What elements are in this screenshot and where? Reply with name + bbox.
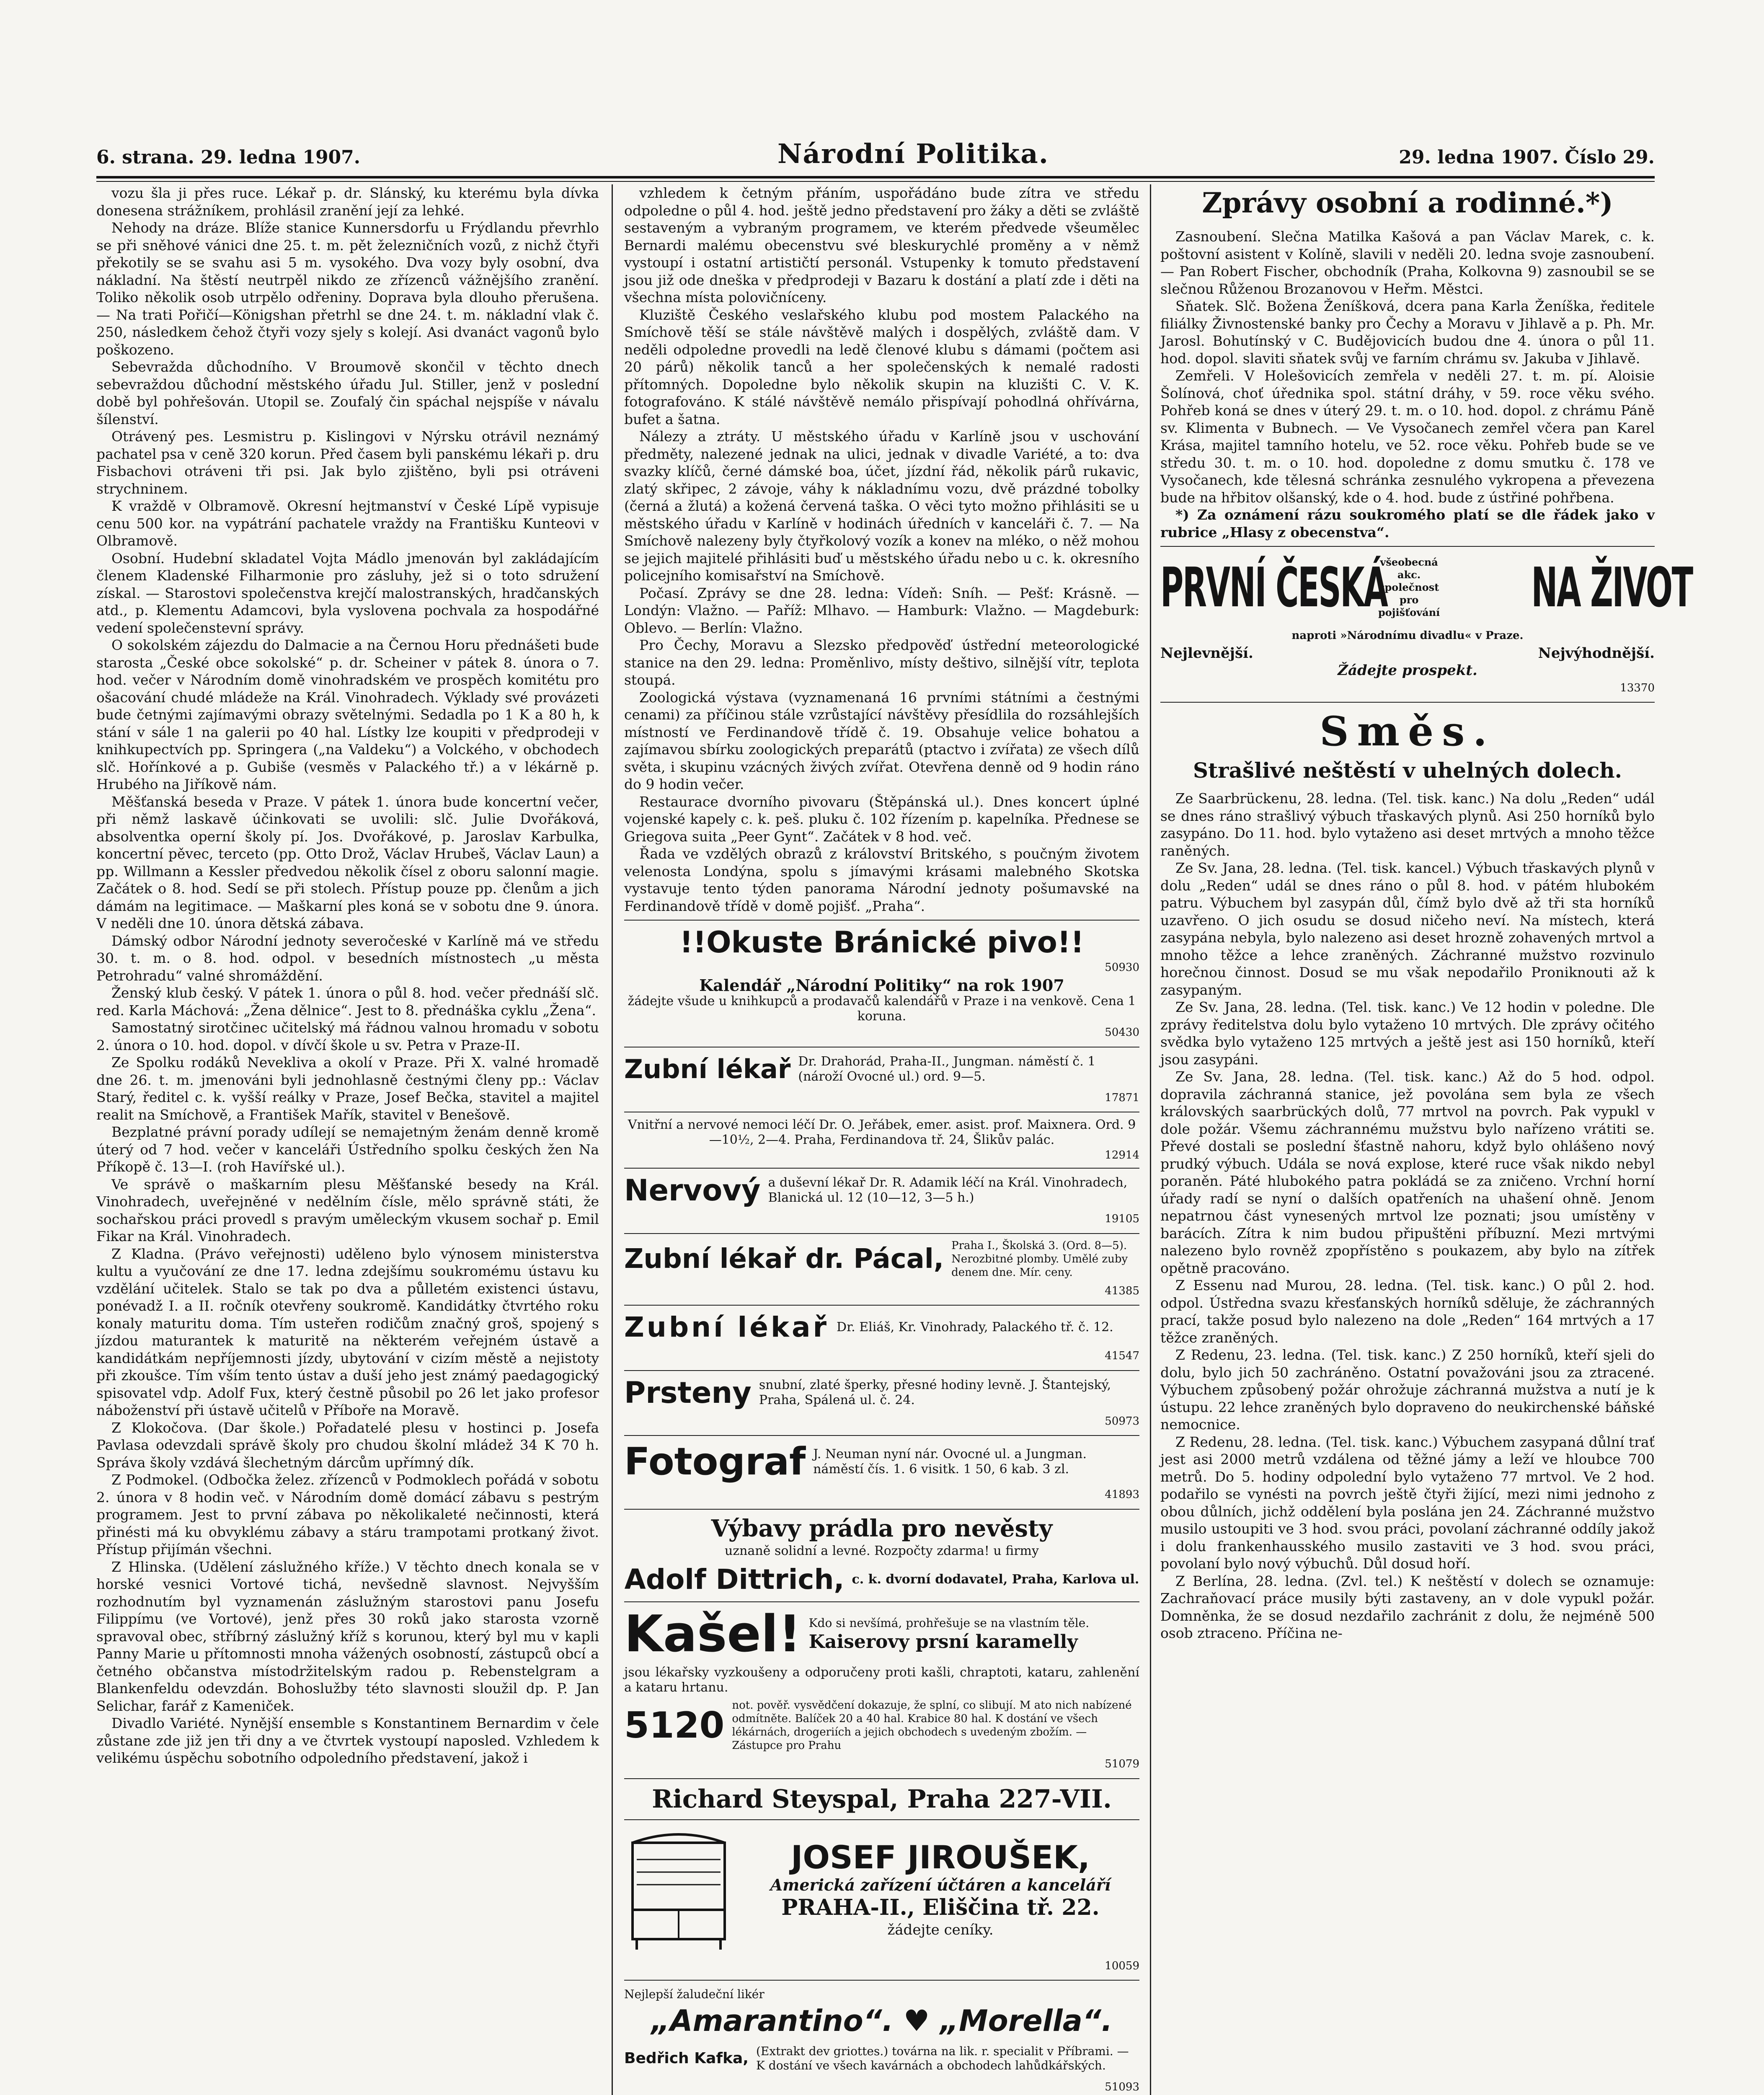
article: vzhledem k četným přáním, uspořádáno bude zítra ve středu odpoledne o půl 4. hod. ještě jedno představení pro žáky a děti se zvláště sestaveným a vybraným programem, ve kterém předvede všeumělec Bernardi malému obecenstvu své bleskurychlé proměny a v němž vystoupí i ostatní artističtí personál. Vstupenky k tomuto představení jsou již ode dneška v předprodeji v Bazaru k dostání a platí zde i děti na všechna místa polovičníceny. [624,185,1139,305]
article: Divadlo Variété. Nynější ensemble s Konstantinem Bernardim v čele zůstane zde již jen tři dny a ve čtvrtek vystoupí naposled. Vzhledem k velikému úspěchu sobotního odpoledního představení, jakož i [96,1715,599,1766]
separator [624,1435,1139,1436]
section-title: Zprávy osobní a rodinné.*) [1202,186,1613,219]
header-rule [96,176,1655,178]
ad-nervovy-lekar: Nervový a duševní lékař Dr. R. Adamik léčí na Král. Vinohradech, Blanická ul. 12 (10—12, 3—5 h.) [624,1173,1128,1208]
ad-jirousek: JOSEF JIROUŠEK, Americká zařízení účtáren a kanceláří PRAHA-II., Eliščina tř. 22. žádejte ceníky. [624,1826,1139,1952]
ad-zubni-lekar-drahorad: Zubní lékař Dr. Drahorád, Praha-II., Jungman. náměstí č. 1 (nároží Ovocné ul.) ord. 9—5. [624,1053,1096,1084]
masthead: Národní Politika. [777,138,1049,170]
article: Měšťanská beseda v Praze. V pátek 1. února bude koncertní večer, při němž laskavě účinkovati se uvolili: slč. Julie Dvořáková, absolventka operní školy pí. Jos. Dvořákové, p. Jaroslav Karbulka, koncertní pěvec, terceto (pp. Otto Drož, Václav Hrubeš, Václav Laun) a pp. Willmann a Kessler předvedou několik čísel z oboru salonní magie. Začátek o 8. hod. Sedí se při stolech. Přístup pouze pp. členům a jich dámám na legitimace. — Maškarní ples koná se v sobotu dne 9. února. V neděli dne 10. února dětská zábava. [96,793,599,931]
article: Ze Sv. Jana, 28. ledna. (Tel. tisk. kanc.) Ve 12 hodin v poledne. Dle zprávy ředitelstva dolu bylo vytaženo 10 mrtvých. Dle zprávy očitého svědka bylo vytaženo 125 mrtvých a ještě jest asi 150 horníků, kteří jsou zasypáni. [1160,999,1655,1068]
article: Ze Spolku rodáků Nevekliva a okolí v Praze. Při X. valné hromadě dne 26. t. m. jmenováni byli jednohlasně čestnými členy pp.: Václav Starý, ředitel c. k. vyšší reálky v Praze, Josef Bečka, stavitel a majitel realit na Smíchově, a František Mařík, stavitel v Benešově. [96,1054,599,1123]
separator [1160,702,1655,703]
ad-tagline: Nejlevnější. Nejvýhodnější. [1160,644,1655,662]
article: Ze Sv. Jana, 28. ledna. (Tel. tisk. kanc.) Až do 5 hod. odpol. dopravila záchranná stanice, jež povolána sem byla ze všech královských saarbrückých dolů, 77 mrtvol na povrch. Pak vypukl v dole požár. Všemu záchrannému mužstvu bylo nařízeno vrátiti se. Převé dostali se poslední šťastně nahoru, když bylo ohlášeno nový prudký výbuch. Udála se nová explose, které ruce však nikdo nebyl poraněn. Páté hlubokého patra pokládá se za zničeno. Vrchní horní úřady radí se nyní o dalších opatřeních na uhašení ohně. Jenom nepatrnou část vynesených mrtvol lze poznati; jsou umístěny v barácích. Zítra k nim budou připuštěni příbuzní. Mezi mrtvými nalezeno bylo rovněž zpopřístěno s poukazem, aby bylo na zítřek opětně pracováno. [1160,1068,1655,1276]
article: Nehody na dráze. Blíže stanice Kunnersdorfu u Frýdlandu převrhlo se při sněhové vánici dne 25. t. m. pět železničních vozů, z nichž čtyři překotily se se svahu asi 5 m. vysokého. Dva vozy byly osobní, dva nákladní. Na štěstí neutrpěl nikdo ze zřízenců vážnějšího zranění. Toliko několik osob utrpělo odřeniny. Doprava byla dlouho přerušena. — Na trati Pořičí—Königshan přetrhl se dne 24. t. m. nákladní vlak č. 250, následkem čehož čtyři vozy sjely s kolejí. Asi dvanáct vagonů bylo poškozeno. [96,220,599,358]
article: Dámský odbor Národní jednoty severočeské v Karlíně má ve středu 30. t. m. o 8. hod. odpol. v besedních místnostech „u města Petrohradu“ valné shromáždění. [96,932,599,984]
ad-prsteny: Prsteny snubní, zlaté šperky, přesné hodiny levně. J. Štantejský, Praha, Spálená ul. č. 24. [624,1375,1111,1410]
ad-vybavy-dittrich: Výbavy prádla pro nevěsty uznaně solidní a levné. Rozpočty zdarma! u firmy Adolf Dittrich, c. k. dvorní dodavatel, Praha, Karlova ul. [624,1514,1139,1596]
article: Z Redenu, 23. ledna. (Tel. tisk. kanc.) Z 250 horníků, kteří sjeli do dolu, bylo jich 50 zachráněno. Ostatní považováni jsou za ztracené. Výbuchem způsobený požár ohrožuje záchranná mužstva a nutí je k ústupu. 22 lehce zraněných bylo dopraveno do neukirchenské báňské nemocnice. [1160,1347,1655,1433]
article: Zoologická výstava (vyznamenaná 16 prvními státními a čestnými cenami) za příčinou stále vzrůstající návštěvy přesídlila do rozsáhlejších místností ve Ferdinandově třídě č. 19. Obsahuje velice bohatou a zajímavou sbírku zoologických preparátů (ptactvo i zvířata) ze všech dílů světa, i skupinu vzácných živých zvířat. Otevřena denně od 9 hodin ráno do 9 hodin večer. [624,689,1139,792]
article: Samostatný sirotčinec učitelský má řádnou valnou hromadu v sobotu 2. února o 10. hod. dopol. v dívčí škole u sv. Petra v Praze-II. [96,1019,599,1053]
header-date-right: 29. ledna 1907. Číslo 29. [1399,147,1655,168]
ad-zubni-lekar-elias: Zubní lékař Dr. Eliáš, Kr. Vinohrady, Palackého tř. č. 12. [624,1311,1113,1343]
footnote: *) Za oznámení rázu soukromého platí se dle řádek jako v rubrice „Hlasy z obecenstva“. [1160,507,1655,541]
article: Osobní. Hudební skladatel Vojta Mádlo jmenován byl zakládajícím členem Kladenské Filharmonie pro zásluhy, jež si o toto sdružení získal. — Starostovi společenstva krejčí malostranských, hradčanských atd., p. Klementu Adamcovi, byla vyslovena pochvala za hospodářné vedení společenstevní správy. [96,550,599,636]
article: Z Hlinska. (Udělení záslužného kříže.) V těchto dnech konala se v horské vesnici Vortové tichá, nevšedně slavnost. Nejvyšším rozhodnutím byl vyznamenán záslužným starostovi panu Josefu Filippímu (ve Vortové), jenž přes 30 roků jako starosta vzorně spravoval obec, stříbrný záslužný kříž s korunou, který byl mu v kapli Panny Marie u přítomnosti mnoha vážených osobností, zástupců obcí a četného občanstva místodržitelským radou p. Rebenstelgram a Blankenfeldu odevzdán. Bohoslužby této slavnosti sloužil dp. P. Jan Selichar, farář z Kameniček. [96,1558,599,1714]
ad-fotograf: Fotograf J. Neuman nyní nár. Ovocné ul. a Jungman. náměstí čís. 1. 6 visitk. 1 50, 6 kab. 3 zl. [624,1440,1087,1484]
separator [624,1305,1139,1306]
column-2: vzhledem k četným přáním, uspořádáno bude zítra ve středu odpoledne o půl 4. hod. ještě jedno představení pro žáky a děti se zvláště sestaveným a vybraným programem, ve kterém předvede všeumělec Bernardi malému obecenstvu své bleskurychlé proměny a v němž vystoupí i ostatní artističtí personál. Vstupenky k tomuto představení jsou již ode dneška v předprodeji v Bazaru k dostání a platí zde i děti na všechna místa polovičníceny. Kluziště Českého veslařského klubu pod mostem Palackého na Smíchově těší se stále návštěvě malých i dospělých, zvláště dam. V neděli odpoledne provedli na ledě členové klubu s dámami (počtem asi 20 párů) několik tanců a her společenských k nemalé radosti přítomných. Dopoledne bylo několik skupin na kluzišti C. V. K. fotografováno. K stálé návštěvě nemálo přispívají pohodlná ohřívárna, bufet a šatna. Nálezy a ztráty. U městského úřadu v Karlíně jsou v uschování předměty, nalezené jednak na ulici, jednak v divadle Variété, a to: dva svazky klíčů, černé dámské boa, účet, jízdní řád, několik párů rukavic, zlatý skřipec, 2 závoje, váhy k nákladnímu vozu, dvě prázdné tobolky (černá a žlutá) a kožená červená taška. O věci tyto možno přihlásiti se u městského úřadu v Karlíně v hodinách úředních v kanceláři č. 7. — Na Smíchově nalezeny byly čtyřkolový vozík a konev na mléko, o něž mohou se jejich majitelé přihlásiti buď u městského úřadu nebo u c. k. okresního policejního komisařství na Smíchově. Počasí. Zprávy se dne 28. ledna: Vídeň: Sníh. — Pešť: Krásně. — Londýn: Vlažno. — Paříž: Mlhavo. — Hamburk: Vlažno. — Magdeburk: Oblevo. — Berlín: Vlažno. Pro Čechy, Moravu a Slezsko předpověď ústřední meteorologické stanice na den 29. ledna: Proměnlivo, místy deštivo, silnější vítr, teplota stoupá. Zoologická výstava (vyznamenaná 16 prvními státními a čestnými cenami) za příčinou stále vzrůstající návštěvy přesídlila do rozsáhlejších místností ve Ferdinandově třídě č. 19. Obsahuje velice bohatou a zajímavou sbírku zoologických preparátů (ptactvo i zvířata) ze všech dílů světa, i skupinu vzácných živých zvířat. Otevřena denně od 9 hodin ráno do 9 hodin večer. Restaurace dvorního pivovaru (Štěpánská ul.). Dnes koncert úplné vojenské kapely c. k. peš. pluku č. 102 řízením p. kapelníka. Přednese se Griegova suita „Peer Gynt“. Začátek v 8 hod. več. Řada ve vzdělých obrazů z království Britského, s poučným životem velenosta Londýna, spolu s jímavými krásami malebného Skotska vystavuje tento týden panorama Národní jednoty pošumavské na Ferdinandově třídě v domě pojišť. „Praha“. !!Okuste Bránické pivo!! 50930 Kalendář „Národní Politiky“ na rok 1907 žádejte všude u knihkupců a prodavačů kalendářů v Praze i na venkově. Cena 1 koruna. 50430 Zubní lékař Dr. Drahorád, Praha-II., Jungman. náměstí č. 1 (nároží Ovocné ul.) ord. 9—5. 17871 Vnitřní a nervové nemoci léčí Dr. O. Jeřábek, emer. asist. prof. Maixnera. Ord. 9—10½, 2—4. Praha, Ferdinandova tř. 24, Šlikův palác. 12914 Nervový a duševní lékař Dr. R. Adamik léčí na Král. Vinohradech, Blanická ul. 12 (10—12, 3—5 h.) 19105 Zubní lékař dr. Pácal, Praha I., Školská 3. (Ord. 8—5). Nerozbitné plomby. Umělé zuby denem dne. Mír. ceny. 41385 Zubní lékař Dr. Eliáš, Kr. Vinohrady, Palackého tř. č. 12. 41547 Prsteny snubní, zlaté šperky, přesné hodiny levně. J. Štantejský, Praha, Spálená ul. č. 24. 50973 Fotograf J. Neuman nyní nár. Ovocné ul. a Jungman. náměstí čís. 1. 6 visitk. 1 50, 6 kab. 3 zl. 41893 Výbavy prádla pro nevěsty uznaně solidní a levné. Rozpočty zdarma! u firmy Adolf Dittrich, c. k. dvorní dodavatel, Praha, Karlova ul. Kašel! Kdo si nevšímá, prohřešuje se na vlastním těle. Kaiserovy prsní karamelly jsou lékařsky vyzkoušeny a odporučeny proti kašli, chraptoti, kataru, zahlenění a kataru hrtanu. 5120 not. pověř. vysvědčení dokazuje, že splní, co slibují. M ato nich nabízené odmítněte. Balíček 20 a 40 hal. Krabice 80 hal. K dostání ve všech lékárnách, drogeriích a jejich obchodech s uvedeným zbožím. — Zástupce pro Prahu 51079 Richard Steyspal, Praha 227-VII. JOSEF JIROUŠEK, Americká zařízení účtáren a kanceláří PRAHA-II., Eliščina tř. 22. žádejte ceníky. 10059 Nejlepší žaludeční likér „Amarantino“. ♥ „Morella“. Bedřich Kafka, (Extrakt dev griottes.) továrna na lik. r. specialit v Příbrami. — K dostání ve všech kavárnách a obchodech lahůdkářských. 51093 [624,184,1139,2095]
article: Počasí. Zprávy se dne 28. ledna: Vídeň: Sníh. — Pešť: Krásně. — Londýn: Vlažno. — Paříž: Mlhavo. — Hamburk: Vlažno. — Magdeburk: Oblevo. — Berlín: Vlažno. [624,585,1139,636]
article: Z Podmokel. (Odbočka želez. zřízenců v Podmoklech pořádá v sobotu 2. února v 8 hodin več. v Národním domě domácí zábavu s pestrým programem. Jest to první zábava po několikaleté nečinnosti, která přinésti má ku obvyklému zábavy a stáru trampotami protkaný život. Přístup přijímán všechni. [96,1472,599,1557]
article: Zemřeli. V Holešovicích zemřela v neděli 27. t. m. pí. Aloisie Šolínová, choť úřednika spol. státní dráhy, v 59. roce věku svého. Pohřeb koná se dnes v úterý 29. t. m. o 10. hod. dopol. z chrámu Páně sv. Klimenta v Bubnech. — Ve Vysočanech zemřel včera pan Karel Krása, majitel tamního hotelu, ve 52. roce věku. Pohřeb bude se ve středu 30. t. m. o 10. hod. dopoledne z domu smutku č. 178 ve Vysočanech, kde tělesná schránka zesnulého vykropena a převezena bude na hřbitov olšanský, kde o 4. hod. bude z ústřiné pohřbena. [1160,367,1655,506]
article: Nálezy a ztráty. U městského úřadu v Karlíně jsou v uschování předměty, nalezené jednak na ulici, jednak v divadle Variété, a to: dva svazky klíčů, černé dámské boa, účet, jízdní řád, několik párů rukavic, zlatý skřipec, 2 závoje, váhy k nákladnímu vozu, dvě prázdné tobolky (černá a žlutá) a kožená červená taška. O věci tyto možno přihlásiti se u městského úřadu v Karlíně v hodinách úředních v kanceláři č. 7. — Na Smíchově nalezeny byly čtyřkolový vozík a konev na mléko, o něž mohou se jejich majitelé přihlásiti buď u městského úřadu nebo u c. k. okresního policejního komisařství na Smíchově. [624,428,1139,584]
article: vozu šla ji přes ruce. Lékař p. dr. Slánský, ku kterému byla dívka donesena strážníkem, prohlásil zranění její za lehké. [96,185,599,219]
separator [624,1778,1139,1779]
separator [624,920,1139,921]
header-date-left: 6. strana. 29. ledna 1907. [96,147,361,168]
article: Z Essenu nad Murou, 28. ledna. (Tel. tisk. kanc.) O půl 2. hod. odpol. Ústředna svazu křesťanských horníků sděluje, že záchranných prací, takže posud bylo nalezeno na dole „Reden“ 164 mrtvých a 17 těžce zraněných. [1160,1277,1655,1346]
article: Řada ve vzdělých obrazů z království Britského, s poučným životem velenosta Londýna, spolu s jímavými krásami malebného Skotska vystavuje tento týden panorama Národní jednoty pošumavské na Ferdinandově třídě v domě pojišť. „Praha“. [624,846,1139,914]
separator [624,1601,1139,1602]
article: Sňatek. Slč. Božena Ženíšková, dcera pana Karla Ženíška, ředitele filiálky Živnostenské banky pro Čechy a Moravu v Jihlavě a p. Ph. Mr. Jarosl. Bohutínský v C. Budějovicích budou dne 4. února o půl 11. hod. dopol. slaviti sňatek svůj ve farním chrámu sv. Jakuba v Jihlavě. [1160,298,1655,367]
separator [624,1168,1139,1169]
article: Restaurace dvorního pivovaru (Štěpánská ul.). Dnes koncert úplné vojenské kapely c. k. peš. pluku č. 102 řízením p. kapelníka. Přednese se Griegova suita „Peer Gynt“. Začátek v 8 hod. več. [624,793,1139,845]
column-3: Zprávy osobní a rodinné.*) Zasnoubení. Slečna Matilka Kašová a pan Václav Marek, c. k. poštovní asistent v Kolíně, slavili v neděli 20. ledna svoje zasnoubení. — Pan Robert Fischer, obchodník (Praha, Kolkovna 9) zasnoubil se se slečnou Růženou Brozanovou v Heřm. Městci. Sňatek. Slč. Božena Ženíšková, dcera pana Karla Ženíška, ředitele filiálky Živnostenské banky pro Čechy a Moravu v Jihlavě a p. Ph. Mr. Jarosl. Bohutínský v C. Budějovicích budou dne 4. února o půl 11. hod. dopol. slaviti sňatek svůj ve farním chrámu sv. Jakuba v Jihlavě. Zemřeli. V Holešovicích zemřela v neděli 27. t. m. pí. Aloisie Šolínová, choť úřednika spol. státní dráhy, v 59. roce věku svého. Pohřeb koná se dnes v úterý 29. t. m. o 10. hod. dopol. z chrámu Páně sv. Klimenta v Bubnech. — Ve Vysočanech zemřel včera pan Karel Krása, majitel tamního hotelu, ve 52. roce věku. Pohřeb bude se ve středu 30. t. m. o 10. hod. dopoledne z domu smutku č. 178 ve Vysočanech, kde tělesná schránka zesnulého vykropena a převezena bude na hřbitov olšanský, kde o 4. hod. bude z ústřiné pohřbena. *) Za oznámení rázu soukromého platí se dle řádek jako v rubrice „Hlasy z obecenstva“. PRVNÍ ČESKÁ všeobecná akc. společnost pro pojišťování NA ŽIVOT naproti »Národnímu divadlu« v Praze. Nejlevnější. Nejvýhodnější. Žádejte prospekt. 13370 Směs. Strašlivé neštěstí v uhelných dolech. Ze Saarbrückenu, 28. ledna. (Tel. tisk. kanc.) Na dolu „Reden“ udál se dnes ráno strašlivý výbuch třaskavých plynů. Asi 250 horníků bylo zasypáno. Do 11. hod. bylo vytaženo asi deset mrtvých a mnoho těžce raněných. Ze Sv. Jana, 28. ledna. (Tel. tisk. kancel.) Výbuch třaskavých plynů v dolu „Reden“ udál se dnes ráno o půl 8. hod. v pátém hlubokém patru. Výbuchem byl zasypán důl, čímž bylo dvě až tři sta horníků uzavřeno. O jich osudu se dosud ničeho neví. Na místech, která zasypána nebyla, bylo nalezeno asi deset hrozně zohavených mrtvol a mnoho těžce a lehce zraněných. Záchranné mužstvo rozvinulo horečnou činnost. Dosud se mu však nepodařilo Proniknouti až k zasypaným. Ze Sv. Jana, 28. ledna. (Tel. tisk. kanc.) Ve 12 hodin v poledne. Dle zprávy ředitelstva dolu bylo vytaženo 10 mrtvých. Dle zprávy očitého svědka bylo vytaženo 125 mrtvých a ještě jest asi 150 horníků, kteří jsou zasypáni. Ze Sv. Jana, 28. ledna. (Tel. tisk. kanc.) Až do 5 hod. odpol. dopravila záchranná stanice, jež povolána sem byla ze všech královských saarbrückých dolů, 77 mrtvol na povrch. Pak vypukl v dole požár. Všemu záchrannému mužstvu bylo nařízeno vrátiti se. Převé dostali se poslední šťastně nahoru, když bylo ohlášeno nový prudký výbuch. Udála se nová explose, které ruce však nikdo nebyl poraněn. Páté hlubokého patra pokládá se za zničeno. Vrchní horní úřady radí se nyní o dalších opatřeních na uhašení ohně. Jenom nepatrnou část vynesených mrtvol lze poznati; jsou umístěny v barácích. Zítra k nim budou připuštěni příbuzní. Mezi mrtvými nalezeno bylo rovněž zpopřístěno s poukazem, aby bylo na zítřek opětně pracováno. Z Essenu nad Murou, 28. ledna. (Tel. tisk. kanc.) O půl 2. hod. odpol. Ústředna svazu křesťanských horníků sděluje, že záchranných prací, takže posud bylo nalezeno na dole „Reden“ 164 mrtvých a 17 těžce zraněných. Z Redenu, 23. ledna. (Tel. tisk. kanc.) Z 250 horníků, kteří sjeli do dolu, bylo jich 50 zachráněno. Ostatní považováni jsou za ztracené. Výbuchem způsobený požár ohrožuje záchranná mužstva a nutí je k ústupu. 22 lehce zraněných bylo dopraveno do neukirchenské báňské nemocnice. Z Redenu, 28. ledna. (Tel. tisk. kanc.) Výbuchem zasypaná důlní trať jest asi 2000 metrů vzdálena od těžné jámy a leží ve hloubce 700 metrů. Do 5. hodiny odpolední bylo vytaženo 77 mrtvol. Ve 2 hod. podařilo se vynésti na povrch ještě čtyři žijící, mezi nimi jednoho z obou důlních, jichž oddělení byla poslána jen 24. Záchranné mužstvo musilo ustoupiti ve 3 hod. svou práci, povolaní záchranné oddíly jakož i dolu frankenhausského musilo zastaviti ve 3 hod. svou práci, povolaní bylo nový výbuchů. Důl dosud hoří. Z Berlína, 28. ledna. (Zvl. tel.) K neštěstí v dolech se oznamuje: Zachraňovací práce musily býti zastaveny, an v dole vypukl požár. Domněnka, že se dosud nezdařilo zachránit z dolu, že nejméně 500 osob ztraceno. Příčina ne- [1160,186,1693,1641]
separator [1160,546,1655,547]
column-divider [612,184,613,2095]
story-headline: Strašlivé neštěstí v uhelných dolech. [1193,758,1622,783]
article: Kluziště Českého veslařského klubu pod mostem Palackého na Smíchově těší se stále návštěvě malých i dospělých, zvláště dam. V neděli odpoledne provedli na ledě členové klubu s dámami (počtem asi 20 párů) několik tanců a her společenských k nemalé radosti přítomných. Dopoledne bylo několik skupin na kluzišti C. V. K. fotografováno. K stálé návštěvě nemálo přispívají pohodlná ohřívárna, bufet a šatna. [624,306,1139,427]
ad-kasel-5120: 5120 not. pověř. vysvědčení dokazuje, že splní, co slibují. M ato nich nabízené odmítněte. Balíček 20 a 40 hal. Krabice 80 hal. K dostání ve všech lékárnách, drogeriích a jejich obchodech s uvedeným zbožím. — Zástupce pro Prahu [624,1699,1132,1752]
article: Otrávený pes. Lesmistru p. Kislingovi v Nýrsku otrávil neznámý pachatel psa v ceně 320 korun. Před časem byli panskému lékaři p. dru Fisbachovi otráveni tři psi. Jak bylo zjištěno, byli psi otráveni strychninem. [96,428,599,497]
ad-amarantino: Nejlepší žaludeční likér „Amarantino“. ♥ „Morella“. Bedřich Kafka, (Extrakt dev griottes.) továrna na lik. r. specialit v Příbrami. — K dostání ve všech kavárnách a obchodech lahůdkářských. 51093 [624,1987,1139,2093]
separator [624,1047,1139,1048]
article: Pro Čechy, Moravu a Slezsko předpověď ústřední meteorologické stanice na den 29. ledna: Proměnlivo, místy deštivo, silnější vítr, teplota stoupá. [624,637,1139,688]
ad-zubni-lekar-pacal: Zubní lékař dr. Pácal, Praha I., Školská 3. (Ord. 8—5). Nerozbitné plomby. Umělé zuby denem dne. Mír. ceny. [624,1239,1128,1279]
article: Z Klokočova. (Dar škole.) Pořadatelé plesu v hostinci p. Josefa Pavlasa odevzdali správě školy pro chudou školní mládež 34 K 70 h. Správa školy vzdává šlechetným dárcům upřímný dík. [96,1419,599,1471]
desk-illustration [624,1826,733,1952]
article: Z Kladna. (Právo veřejnosti) uděleno bylo výnosem ministerstva kultu a vyučování ze dne 17. ledna zdejšímu soukromému ústavu ku vzdělání učitelek. Stalo se tak po dva a půlletém existenci ústavu, ponévadž I. a II. ročník otevřeny soukromě. Kandidátky čtvrtého roku konaly maturitu doma. Tím usteřen rodičům značný groš, spojený s jízdou maturantek k maturitě na některém veřejném ústavě a kandidátkám nepříjemnosti jízdy, ubytování v cizím městě a nejistoty při zkoušce. Tím vším tento ústav a duší jeho jest známý paedagogický spisovatel vdp. Adolf Fux, který čestně působil po 26 let jako profesor náboženství při ústavě učitelů v Příboře na Moravě. [96,1245,599,1418]
article: Z Berlína, 28. ledna. (Zvl. tel.) K neštěstí v dolech se oznamuje: Zachraňovací práce musily býti zastaveny, an v dole vypukl požár. Domněnka, že se dosud nezdařilo zachránit z dolu, že nejméně 500 osob ztraceno. Příčina ne- [1160,1573,1655,1641]
article: Bezplatné právní porady udílejí se nemajetným ženám denně kromě úterý od 7 hod. večer v kanceláři Ústředního spolku českých žen Na Příkopě č. 13—I. (roh Havířské ul.). [96,1124,599,1175]
ad-prvni-ceska-pojistovna: PRVNÍ ČESKÁ všeobecná akc. společnost pro pojišťování NA ŽIVOT [1160,556,1693,619]
ad-steyspal: Richard Steyspal, Praha 227-VII. [652,1784,1112,1814]
separator [624,1233,1139,1234]
header-rule-thin [96,181,1655,182]
column-1 [96,184,599,2095]
article: O sokolském zájezdu do Dalmacie a na Černou Horu přednášeti bude starosta „České obce sokolské“ p. dr. Scheiner v pátek 8. února o 7. hod. večer v Národním domě vinohradském ve prospěch komitétu pro ošacování chudé mládeže na Král. Vinohradech. Výklady své provázeti bude četnými zajímavými obrazy světelnými. Sedadla po 1 K a 80 h, k stání v sále 1 na galerii po 40 hal. Lístky lze koupiti v předprodeji v knihkupectvích pp. Springera („na Valdeku“) a Volckého, v obchodech slč. Hořínkové a p. Gubiše (vesměs v Palackého tř.) a v lékárně p. Hrubého na Jiříkově nám. [96,637,599,792]
separator [624,1509,1139,1510]
article: Sebevražda důchodního. V Broumově skončil v těchto dnech sebevraždou důchodní městského úřadu Jul. Stiller, jenž v poslední době byl pohřešován. Utopil se. Zoufalý čin spáchal nejspíše v návalu šílenství. [96,359,599,427]
article: Ze Saarbrückenu, 28. ledna. (Tel. tisk. kanc.) Na dolu „Reden“ udál se dnes ráno strašlivý výbuch třaskavých plynů. Asi 250 horníků bylo zasypáno. Do 11. hod. bylo vytaženo asi deset mrtvých a mnoho těžce raněných. [1160,790,1655,859]
separator [624,1370,1139,1371]
article: Ženský klub český. V pátek 1. února o půl 8. hod. večer přednáší slč. red. Karla Máchová: „Žena dělnice“. Jest to 8. přednáška cyklu „Žena“. [96,985,599,1019]
ad-kasel: Kašel! Kdo si nevšímá, prohřešuje se na vlastním těle. Kaiserovy prsní karamelly [624,1605,1090,1663]
separator [624,1980,1139,1981]
separator [624,1819,1139,1820]
ad-vnitrni-nemoci: Vnitřní a nervové nemoci léčí Dr. O. Jeřábek, emer. asist. prof. Maixnera. Ord. 9—10½, 2—4. Praha, Ferdinandova tř. 24, Šlikův palác. 12914 [628,1117,1139,1161]
article: K vraždě v Olbramově. Okresní hejtmanství v České Lípě vypisuje cenu 500 kor. na vypátrání pachatele vraždy na Františku Kunteovi v Olbramově. [96,498,599,549]
ad-branicke-pivo: !!Okuste Bránické pivo!! 50930 Kalendář „Národní Politiky“ na rok 1907 žádejte všude u knihkupců a prodavačů kalendářů v Praze i na venkově. Cena 1 koruna. 50430 [628,925,1139,1039]
section-smes: Směs. [1320,708,1495,755]
article: Zasnoubení. Slečna Matilka Kašová a pan Václav Marek, c. k. poštovní asistent v Kolíně, slavili v neděli 20. ledna svoje zasnoubení. — Pan Robert Fischer, obchodník (Praha, Kolkovna 9) zasnoubil se se slečnou Růženou Brozanovou v Heřm. Městci. [1160,228,1655,297]
article: Z Redenu, 28. ledna. (Tel. tisk. kanc.) Výbuchem zasypaná důlní trať jest asi 2000 metrů vzdálena od těžné jámy a leží ve hloubce 700 metrů. Do 5. hodiny odpolední bylo vytaženo 77 mrtvol. Ve 2 hod. podařilo se vynésti na povrch ještě čtyři žijící, mezi nimi jednoho z obou důlních, jichž oddělení byla poslána jen 24. Záchranné mužstvo musilo ustoupiti ve 3 hod. svou práci, povolaní záchranné oddíly jakož i dolu frankenhausského musilo zastaviti ve 3 hod. svou práci, povolaní bylo nový výbuchů. Důl dosud hoří. [1160,1433,1655,1572]
page-header [96,138,1655,178]
column-divider [1150,184,1151,2095]
article: Ve správě o maškarním plesu Měšťanské besedy na Král. Vinohradech, uveřejněné v nedělním čísle, mělo správně státi, že sochařskou práci provedl s pravým uměleckým vkusem sochař p. Emil Fikar na Král. Vinohradech. [96,1176,599,1244]
article: Ze Sv. Jana, 28. ledna. (Tel. tisk. kancel.) Výbuch třaskavých plynů v dolu „Reden“ udál se dnes ráno o půl 8. hod. v pátém hlubokém patru. Výbuchem byl zasypán důl, čímž bylo dvě až tři sta horníků uzavřeno. O jich osudu se dosud ničeho neví. Na místech, která zasypána nebyla, bylo nalezeno asi deset hrozně zohavených mrtvol a mnoho těžce a lehce zraněných. Záchranné mužstvo rozvinulo horečnou činnost. Dosud se mu však nepodařilo Proniknouti až k zasypaným. [1160,860,1655,998]
